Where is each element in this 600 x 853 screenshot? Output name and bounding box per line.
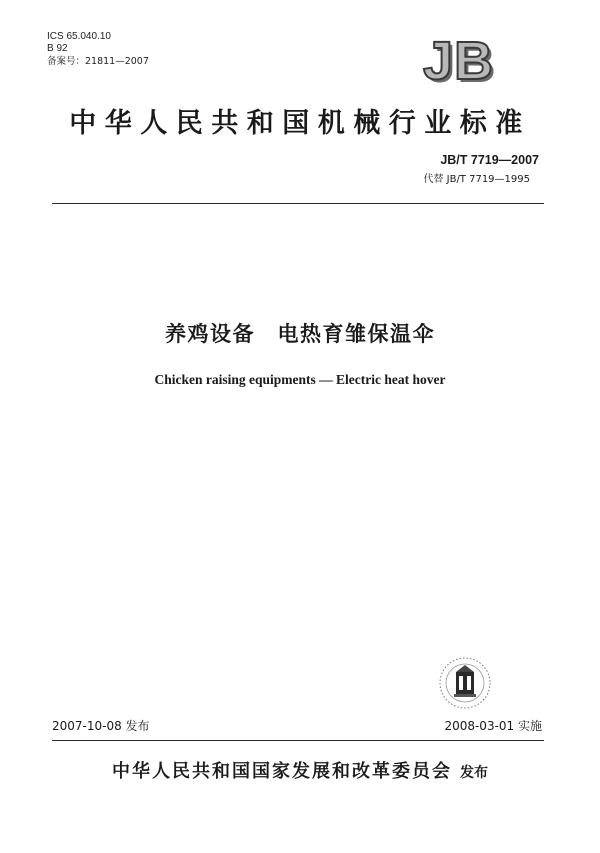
replaces-standard: 代替 JB/T 7719—1995 [423,174,530,185]
issuer-line [0,757,600,783]
issuing-organization: 中华人民共和国国家发展和改革委员会 [112,761,452,782]
filing-number: 备案号：21811—2007 [47,56,149,67]
issuer-suffix: 发布 [460,765,488,781]
standard-category-title: 中华人民共和国机械行业标准 [69,108,531,139]
standard-number: JB/T 7719—2007 [440,153,539,167]
bottom-divider [52,740,544,741]
publish-date: 2007-10-08 发布 [52,719,150,733]
jb-logo: JB [423,31,495,91]
document-title-chinese: 养鸡设备 电热育雏保温伞 [165,322,435,346]
effective-date: 2008-03-01 实施 [444,719,542,733]
ics-code: ICS 65.040.10 [47,31,111,42]
issuer-seal-icon [437,655,493,711]
classification-code: B 92 [47,43,68,54]
top-divider [52,203,544,204]
document-title-english: Chicken raising equipments — Electric heat hover [154,372,446,387]
